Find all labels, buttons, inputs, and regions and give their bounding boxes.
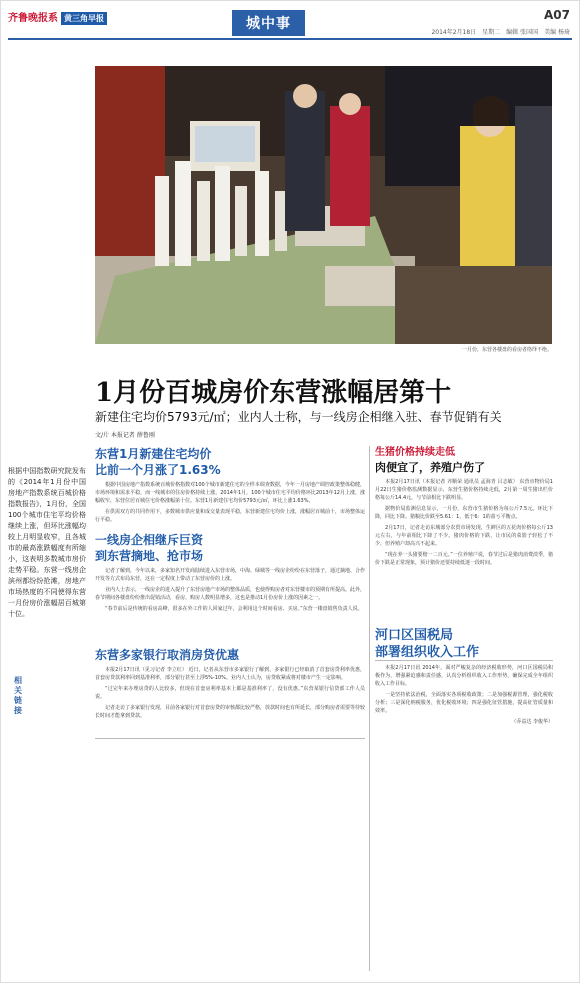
- section-title: 城中事: [232, 10, 305, 36]
- sidebar-summary: 根据中国指数研究院发布的《2014年1月份中国房地产指数系统百城价格指数报告》，1月份，全国100个城市住宅平均价格继续上涨，但环比涨幅均较上月明显收窄，且各城市的最高涨跌幅度有所缩小，这表明多数城市房价走势平稳。东营一线房企滨州都纷纷抢滩，房地产市场热度的不同使得东营一月份房价涨幅居百城第十位。: [8, 467, 86, 618]
- tax-head-2: 部署组织收入工作: [375, 645, 480, 660]
- paragraph: 本报2月17日讯（本报记者 齐顺荣 通讯员 孟海青 吕志敏） 东营市物价局1月22日生猪价格监测数据显示，东营生猪价格持续走低，2月第一周生猪出栏价格每公斤14.4元，与节前相比下跌明显。: [375, 479, 553, 501]
- kicker-line-1: 东营1月新建住宅均价: [95, 447, 212, 461]
- paragraph: 记者走访了多家银行发现，目前各家银行对首套房贷的审核都比较严格，放款时间也有所延长，部分购房者需要等待较长时间才能拿到贷款。: [95, 705, 365, 719]
- byline: 文/片 本报记者 薛鲁刚: [95, 432, 155, 439]
- kicker-line-2: 比前一个月涨了1.63%: [95, 463, 221, 477]
- pork-head-1: 生猪价格持续走低: [375, 447, 455, 458]
- main-divider: [95, 738, 365, 739]
- related-link-tag: 相关链接: [14, 676, 22, 715]
- masthead: [0, 0, 580, 40]
- newspaper-brand: [8, 9, 107, 25]
- masthead-rule: [8, 38, 572, 40]
- paragraph: 记者了解到，今年以来，多家知名开发商陆续进入东营市场，中海、绿城等一线房企纷纷在东营落子，通过摘地、合作开发等方式布局东营，这在一定程度上带动了东营房价的上涨。: [95, 568, 365, 582]
- brand-name: 齐鲁晚报系: [8, 13, 58, 24]
- paragraph: 据物价局监测信息显示，一月份，东营市生猪价格为每公斤7.5元。环比下降，同比下降。猪粮比价跌至5.61：1，低于6：1的盈亏平衡点。: [375, 506, 553, 520]
- paragraph: “过完年来办理房贷的人比较多，但现在首套房利率基本上都是基准利率了，没有优惠。”东营某银行信贷部工作人员说。: [95, 686, 365, 700]
- main-article: [95, 446, 365, 720]
- sales-office-photo: [95, 66, 552, 344]
- paragraph: 本报2月17日讯 2014年，面对严峻复杂的经济税收形势，河口区国税局积极作为，增强紧迫感和责任感，认真分析组织收入工作形势，确保完成全年组织收入工作目标。: [375, 665, 553, 687]
- paragraph: 在供需双方的共同作用下，多数城市供应量和成交量表现平稳，东营新建住宅均价上涨，涨幅居百城前十，市场整体运行平稳。: [95, 509, 365, 523]
- section-3-head: 东营多家银行取消房贷优惠: [95, 648, 240, 662]
- tax-head-1: 河口区国税局: [375, 628, 454, 643]
- paragraph: “现在养一头猪要赔一二百元。”一位养殖户说，春节过后是猪肉消费淡季，猪价下跌是正常现象，预计猪价还要持续低迷一段时间。: [375, 552, 553, 566]
- brand-sub: 黄三角早报: [61, 12, 107, 25]
- page-number: A07: [544, 8, 570, 22]
- paragraph: 业内人士表示，一线房企的进入提升了东营房地产市场的整体品质，也使得购房者对东营楼市的预期有所提高。此外，春节期间各楼盘纷纷推出促销活动，看房、购房人数明显增多，这也是推动1月份房价上涨的因素之一。: [95, 587, 365, 601]
- right-column: [375, 446, 553, 726]
- paragraph: 根据中国房地产指数系统百城价格指数对100个城市新建住宅的全样本调查数据，今年一月房地产调控政策整体稳健，市场环境和需求平稳，而一线城市的住房价格持续上涨，2014年1月，100个城市住宅平均价格环比2013年12月上涨，涨幅收窄，东营位居百城住宅价格涨幅第十位。东营1月新建住宅均价5793元/㎡，环比上涨1.63%。: [95, 482, 365, 504]
- photo-caption: 一月份，东营各楼盘的看房者络绎不绝。: [461, 347, 552, 353]
- section-2-head-1: 一线房企相继斥巨资: [95, 533, 204, 547]
- section-2-head-2: 到东营摘地、抢市场: [95, 549, 204, 563]
- headline: 1月份百城房价东营涨幅居第十: [95, 378, 452, 408]
- pork-head-2: 肉便宜了，养殖户伤了: [375, 461, 485, 474]
- reporter-sign: （乔益达 李俊华）: [511, 719, 553, 725]
- paragraph: 2月17日，记者走访东城部分农贸市场发现，生鲜区的五花肉价格每公斤13元左右，与年前相比下降了不少。猪肉价格的下跌，让市民的菜篮子轻松了不少，但养殖户却高兴不起来。: [375, 525, 553, 547]
- news-photo: [95, 66, 552, 344]
- paragraph: “春节前后是传统的看房高峰，很多在外工作的人回家过年，会利用这个时间看房、买房。”东营一楼盘销售负责人说。: [105, 606, 363, 612]
- paragraph: 一是坚持依法治税，全面落实各项税收政策；二是加强税源管理，强化税收分析；三是深化纳税服务，优化税收环境；四是强化征管措施，提高征管质量和效率。: [375, 692, 553, 714]
- paragraph: 本报2月17日讯（见习记者 李立红） 近日，记者从东营市多家银行了解到，多家银行已经取消了首套房贷利率优惠，首套房贷款利率回到基准利率，部分银行甚至上浮5%-10%。业内人士认为，房贷收紧或将对楼市产生一定影响。: [95, 667, 365, 681]
- column-divider: [369, 446, 370, 971]
- subhead: 新建住宅均价5793元/㎡；业内人士称，与一线房企相继入驻、春节促销有关: [95, 410, 502, 424]
- dateline: 2014年2月18日 星期二 编辑 张国国 美编 杨琦: [431, 29, 570, 36]
